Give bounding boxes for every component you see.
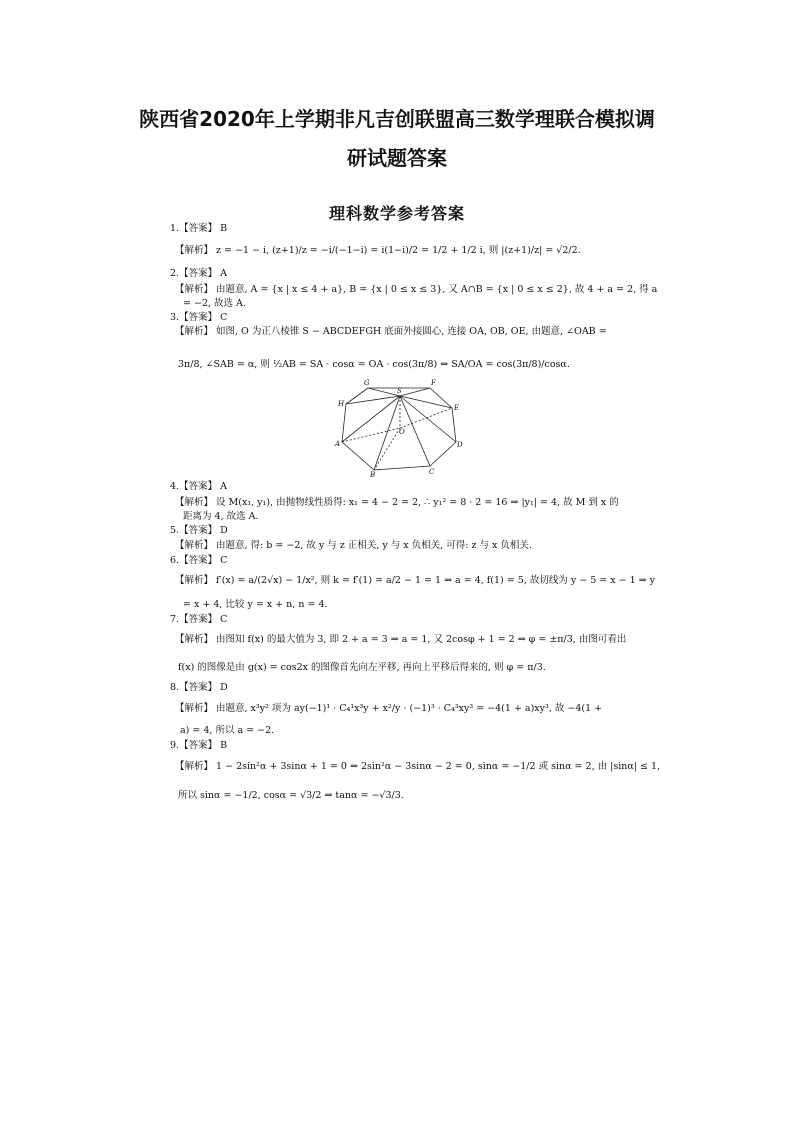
answer-line-q2a: 2.【答案】 A xyxy=(170,268,227,279)
answer-line-q5a: 5.【答案】 D xyxy=(170,525,228,536)
page-title-line1: 陕西省2020年上学期非凡吉创联盟高三数学理联合模拟调 xyxy=(139,107,655,131)
answer-line-q1b: 【解析】 z = −1 − i, (z+1)/z = −i/(−1−i) = i(1−i)/2 = 1/2 + 1/2 i, 则 |(z+1)/z| = √2/2. xyxy=(175,245,581,256)
answer-line-q4c: 距离为 4, 故选 A. xyxy=(183,511,259,522)
answer-line-q3c: 3π/8, ∠SAB = α, 则 ½AB = SA · cosα = OA · cos(3π/8) ⇒ SA/OA = cos(3π/8)/cosα. xyxy=(178,359,570,370)
answer-line-q1a: 1.【答案】 B xyxy=(170,223,228,234)
answer-line-q9c: 所以 sinα = −1/2, cosα = √3/2 ⇒ tanα = −√3/3. xyxy=(178,790,404,801)
answer-line-q4b: 【解析】 设 M(x₁, y₁), 由抛物线性质得: x₁ = 4 − 2 = 2, ∴ y₁² = 8 · 2 = 16 ⇒ |y₁| = 4, 故 M 到 x 的 xyxy=(175,497,619,508)
answer-line-q9a: 9.【答案】 B xyxy=(170,740,228,751)
label-G: G xyxy=(364,379,370,387)
octagonal-pyramid-diagram xyxy=(332,376,464,478)
answer-line-q7a: 7.【答案】 C xyxy=(170,614,228,625)
label-E: E xyxy=(454,404,460,412)
answer-line-q6c: = x + 4, 比较 y = x + n, n = 4. xyxy=(183,599,328,610)
answer-line-q6b: 【解析】 f′(x) = a/(2√x) − 1/x², 则 k = f′(1) = a/2 − 1 = 1 ⇒ a = 4, f(1) = 5, 故切线为 y − 5 = x − 1 ⇒ y xyxy=(175,575,656,586)
page-title-line2: 研试题答案 xyxy=(347,146,447,170)
answer-line-q7c: f(x) 的图像是由 g(x) = cos2x 的图像首先向左平移, 再向上平移后得来的, 则 φ = π/3. xyxy=(178,662,546,673)
label-B: B xyxy=(370,471,376,478)
label-C: C xyxy=(429,468,435,476)
label-D: D xyxy=(457,441,463,449)
answer-line-q7b: 【解析】 由图知 f(x) 的最大值为 3, 即 2 + a = 3 ⇒ a = 1, 又 2cosφ + 1 = 2 ⇒ φ = ±π/3, 由图可看出 xyxy=(175,634,627,645)
answer-line-q4a: 4.【答案】 A xyxy=(170,481,227,492)
label-F: F xyxy=(431,379,436,387)
answer-line-q6a: 6.【答案】 C xyxy=(170,555,228,566)
answer-line-q3a: 3.【答案】 C xyxy=(170,312,228,323)
answer-line-q2b: 【解析】 由题意, A = {x | x ≤ 4 + a}, B = {x | 0 ≤ x ≤ 3}, 又 A∩B = {x | 0 ≤ x ≤ 2}, 故 4 + a = 2, 得 a xyxy=(175,284,658,295)
answer-subtitle: 理科数学参考答案 xyxy=(328,204,465,223)
answer-line-q8b: 【解析】 由题意, x³y² 项为 ay(−1)¹ · C₄¹x³y + x²/y · (−1)³ · C₄³xy³ = −4(1 + a)xy³, 故 −4(1 + xyxy=(175,703,603,714)
label-S: S xyxy=(397,387,402,395)
answer-line-q3b: 【解析】 如图, O 为正八棱锥 S − ABCDEFGH 底面外接圆心, 连接 OA, OB, OE, 由题意, ∠OAB = xyxy=(175,326,607,337)
answer-line-q5b: 【解析】 由题意, 得: b = −2, 故 y 与 z 正相关, y 与 x 负相关, 可得: z 与 x 负相关. xyxy=(175,540,532,551)
answer-line-q2c: = −2, 故选 A. xyxy=(183,298,246,309)
answer-line-q8c: a) = 4, 所以 a = −2. xyxy=(180,725,275,736)
label-H: H xyxy=(338,400,345,408)
answer-line-q8a: 8.【答案】 D xyxy=(170,682,228,693)
answer-line-q9b: 【解析】 1 − 2sin²α + 3sinα + 1 = 0 ⇒ 2sin²α − 3sinα − 2 = 0, sinα = −1/2 或 sinα = 2, 由 |sinα| ≤ 1, xyxy=(175,761,661,772)
label-O: O xyxy=(399,428,405,436)
label-A: A xyxy=(335,440,341,448)
